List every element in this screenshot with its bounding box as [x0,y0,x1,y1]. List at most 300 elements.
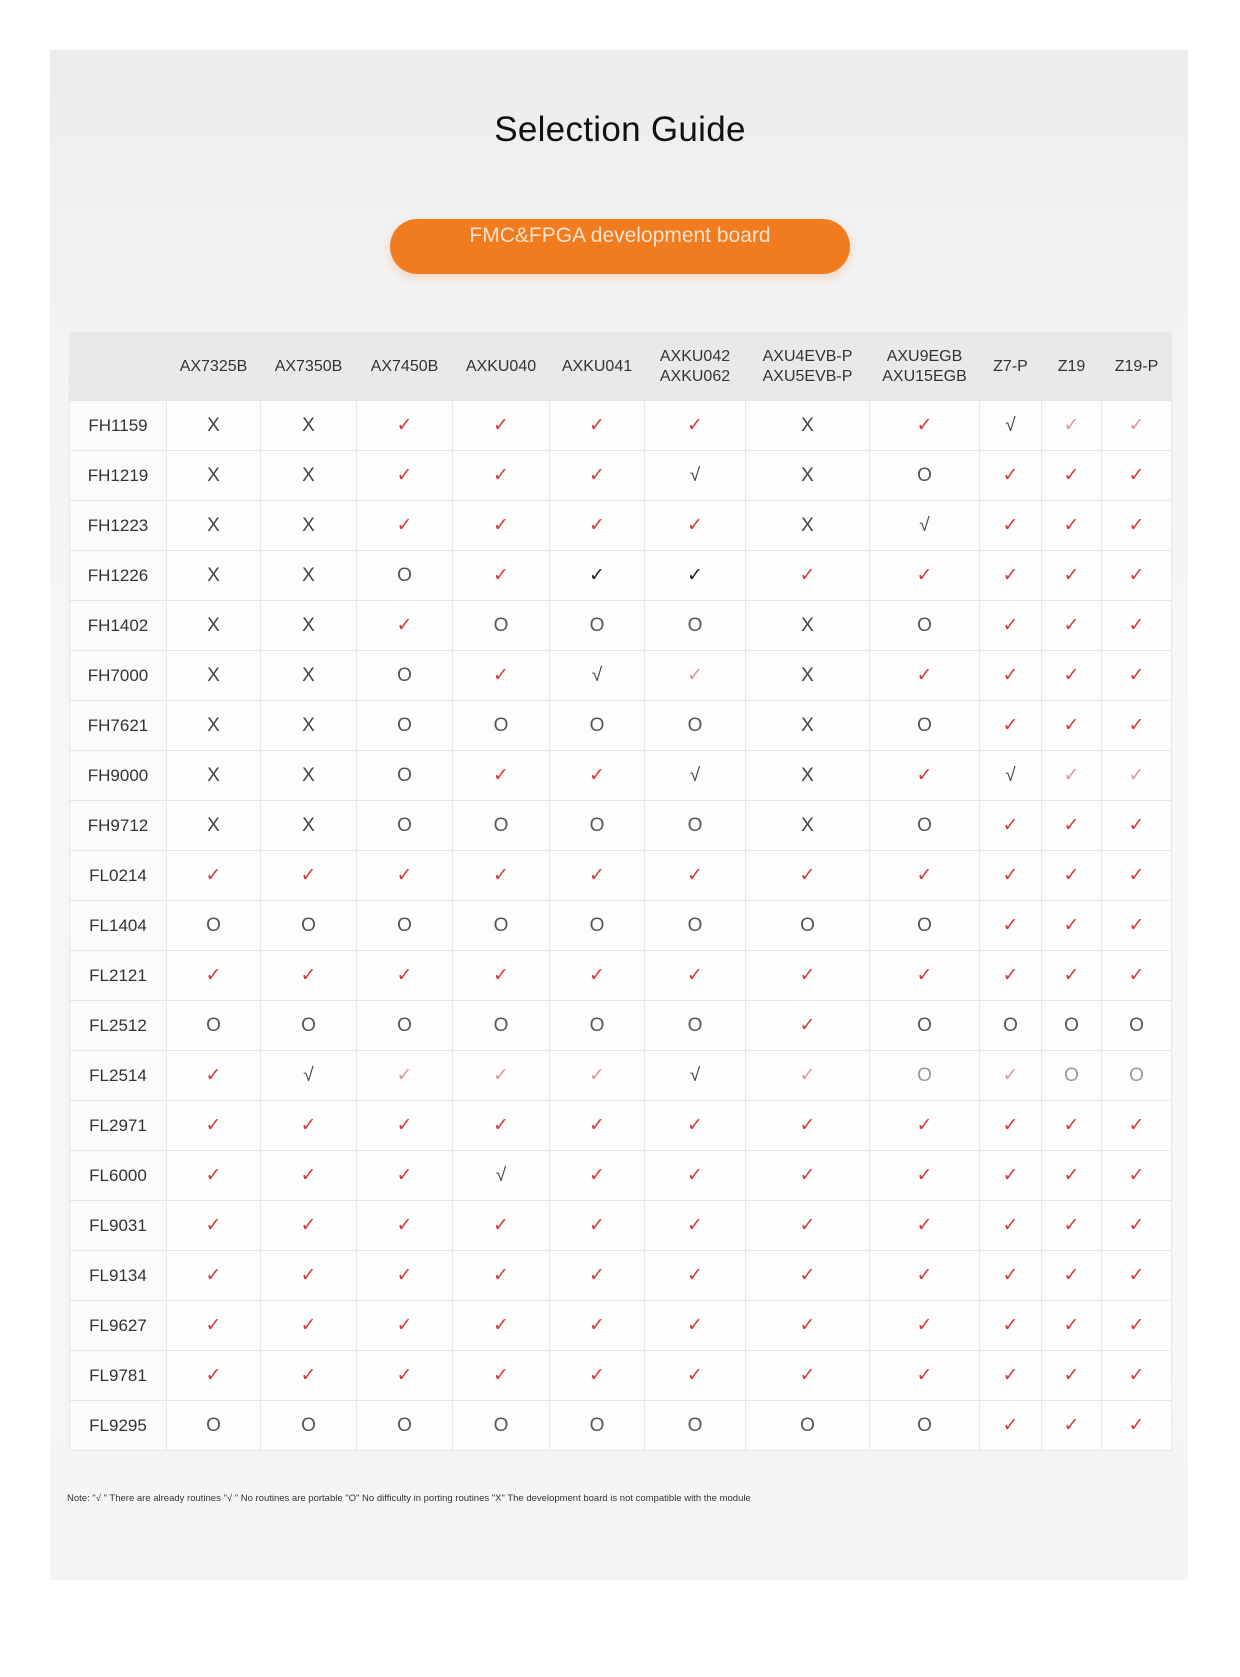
table-cell: ✓ [870,401,980,451]
table-cell: ✓ [645,1251,746,1301]
table-cell: O [1102,1001,1172,1051]
table-cell: ✓ [980,501,1042,551]
table-cell: ✓ [261,1301,357,1351]
table-cell: ✓ [645,651,746,701]
table-cell: ✓ [167,851,261,901]
table-cell: O [357,751,453,801]
row-label: FL0214 [70,851,167,901]
table-cell: ✓ [645,951,746,1001]
table-cell: ✓ [261,1151,357,1201]
table-cell: X [167,401,261,451]
row-label: FL9781 [70,1351,167,1401]
table-row [70,701,1172,751]
table-cell: O [870,701,980,751]
table-cell: X [167,551,261,601]
column-header-line: AXKU041 [561,357,633,375]
table-cell: ✓ [357,1351,453,1401]
table-cell: ✓ [1042,451,1102,501]
column-header-line: Z7-P [993,357,1028,375]
table-cell: √ [980,751,1042,801]
page-title: Selection Guide [494,110,746,149]
column-header-line: AXU15EGB [882,367,967,385]
table-row [70,501,1172,551]
row-label: FH1223 [70,501,167,551]
table-cell: X [167,601,261,651]
table-cell: ✓ [1102,1351,1172,1401]
legend-note: Note: "√ " There are already routines "√ " No routines are portable "O" No difficulty in porting routines "X" The development board is not compatible with the module [67,1493,751,1504]
table-cell: ✓ [1102,1251,1172,1301]
row-label: FL2121 [70,951,167,1001]
table-cell: ✓ [1042,701,1102,751]
table-cell: ✓ [261,851,357,901]
row-label: FH9000 [70,751,167,801]
column-header [550,333,645,401]
table-cell: O [645,1401,746,1451]
table-cell: O [550,1401,645,1451]
table-row [70,651,1172,701]
table-row [70,451,1172,501]
table-cell: ✓ [645,1351,746,1401]
table-cell: O [550,801,645,851]
table-cell: √ [980,401,1042,451]
table-cell: ✓ [746,851,870,901]
table-cell: ✓ [1042,1401,1102,1451]
table-cell: ✓ [1102,401,1172,451]
table-cell: ✓ [645,1151,746,1201]
table-cell: O [870,1401,980,1451]
table-cell: O [357,801,453,851]
table-cell: ✓ [357,1201,453,1251]
table-row [70,1101,1172,1151]
column-header [1102,333,1172,401]
table-cell: ✓ [980,1301,1042,1351]
column-header-line: AXKU062 [659,367,731,385]
table-cell: ✓ [550,1251,645,1301]
table-cell: ✓ [746,1301,870,1351]
column-header [1042,333,1102,401]
table-cell: ✓ [1102,501,1172,551]
table-cell: O [870,801,980,851]
table-cell: ✓ [453,501,550,551]
table-cell: ✓ [261,1101,357,1151]
column-header-line: AXKU042 [659,347,731,365]
table-cell: ✓ [550,551,645,601]
table-cell: X [261,651,357,701]
row-label: FL9031 [70,1201,167,1251]
table-cell: O [453,801,550,851]
table-cell: O [645,1001,746,1051]
table-cell: O [746,1401,870,1451]
table-cell: X [746,801,870,851]
table-cell: O [357,651,453,701]
table-cell: ✓ [645,1101,746,1151]
row-label: FL2514 [70,1051,167,1101]
table-cell: O [167,1401,261,1451]
table-cell: ✓ [1102,1301,1172,1351]
table-cell: ✓ [357,501,453,551]
table-cell: ✓ [167,1051,261,1101]
row-label: FH1402 [70,601,167,651]
table-cell: ✓ [550,1051,645,1101]
table-cell: X [261,701,357,751]
table-cell: O [453,901,550,951]
table-row [70,1151,1172,1201]
table-cell: X [167,701,261,751]
table-cell: O [453,1401,550,1451]
column-header-line: Z19-P [1114,357,1159,375]
table-cell: ✓ [980,551,1042,601]
table-cell: X [746,651,870,701]
table-cell: ✓ [167,1301,261,1351]
table-cell: X [746,401,870,451]
table-cell: O [870,601,980,651]
table-cell: O [167,901,261,951]
table-cell: ✓ [357,951,453,1001]
table-cell: ✓ [980,701,1042,751]
table-cell: √ [550,651,645,701]
table-cell: ✓ [746,1201,870,1251]
table-cell: √ [645,451,746,501]
table-cell: ✓ [1042,751,1102,801]
column-header [453,333,550,401]
table-cell: ✓ [1042,851,1102,901]
table-cell: ✓ [1042,1101,1102,1151]
table-cell: ✓ [1102,451,1172,501]
table-cell: ✓ [870,551,980,601]
table-cell: ✓ [357,851,453,901]
table-cell: O [980,1001,1042,1051]
row-label: FH7621 [70,701,167,751]
table-cell: ✓ [645,551,746,601]
table-cell: ✓ [1042,901,1102,951]
category-badge [390,219,850,274]
column-header-line: AX7450B [370,357,439,375]
table-cell: O [1042,1051,1102,1101]
table-cell: ✓ [1042,401,1102,451]
table-cell: O [746,901,870,951]
table-cell: ✓ [980,1051,1042,1101]
table-cell: O [870,901,980,951]
table-cell: O [261,901,357,951]
table-cell: ✓ [980,1101,1042,1151]
table-cell: ✓ [645,1201,746,1251]
table-cell: ✓ [1042,1201,1102,1251]
table-cell: ✓ [550,851,645,901]
table-cell: O [645,701,746,751]
column-header [980,333,1042,401]
table-cell: O [1042,1001,1102,1051]
table-cell: √ [453,1151,550,1201]
table-cell: ✓ [870,1101,980,1151]
table-cell: ✓ [1042,1151,1102,1201]
table-cell: ✓ [1042,501,1102,551]
table-cell: O [550,1001,645,1051]
table-row [70,951,1172,1001]
table-cell: O [645,801,746,851]
table-cell: ✓ [453,951,550,1001]
table-cell: ✓ [1042,1251,1102,1301]
table-cell: ✓ [1042,601,1102,651]
table-cell: ✓ [550,951,645,1001]
table-cell: ✓ [1102,851,1172,901]
table-cell: ✓ [870,951,980,1001]
table-cell: O [550,901,645,951]
table-cell: ✓ [1102,1401,1172,1451]
table-cell: ✓ [357,401,453,451]
table-cell: O [550,701,645,751]
table-row [70,1351,1172,1401]
category-badge-label: FMC&FPGA development board [469,224,771,247]
table-cell: O [357,701,453,751]
table-cell: ✓ [980,601,1042,651]
table-cell: ✓ [1102,801,1172,851]
table-cell: ✓ [1042,551,1102,601]
table-cell: ✓ [1102,751,1172,801]
table-cell: X [261,601,357,651]
table-cell: ✓ [980,1251,1042,1301]
table-cell: ✓ [550,751,645,801]
row-label: FL2971 [70,1101,167,1151]
table-cell: ✓ [550,501,645,551]
table-cell: ✓ [453,751,550,801]
table-row [70,801,1172,851]
selection-table [69,332,1172,1451]
table-cell: ✓ [1042,651,1102,701]
table-cell: √ [645,751,746,801]
table-cell: ✓ [1102,651,1172,701]
table-cell: O [645,601,746,651]
row-label: FL1404 [70,901,167,951]
table-cell: ✓ [453,1351,550,1401]
table-cell: O [453,701,550,751]
table-cell: ✓ [980,901,1042,951]
table-cell: X [167,801,261,851]
table-cell: O [453,1001,550,1051]
table-cell: X [167,451,261,501]
column-header [261,333,357,401]
table-cell: ✓ [645,501,746,551]
row-label: FL9295 [70,1401,167,1451]
row-label: FH7000 [70,651,167,701]
table-cell: ✓ [167,1101,261,1151]
table-row [70,1301,1172,1351]
table-cell: O [261,1401,357,1451]
table-cell: ✓ [453,1051,550,1101]
table-cell: ✓ [645,851,746,901]
table-cell: ✓ [980,851,1042,901]
table-cell: ✓ [980,801,1042,851]
table-row [70,551,1172,601]
table-cell: ✓ [357,1301,453,1351]
table-cell: ✓ [453,451,550,501]
table-cell: ✓ [1042,1351,1102,1401]
table-cell: ✓ [746,1051,870,1101]
table-cell: ✓ [357,1251,453,1301]
table-row [70,401,1172,451]
row-label: FH1219 [70,451,167,501]
table-cell: ✓ [980,451,1042,501]
table-cell: O [261,1001,357,1051]
table-row [70,1401,1172,1451]
column-header [645,333,746,401]
column-header-line: AX7325B [179,357,248,375]
table-cell: ✓ [870,1151,980,1201]
table-cell: ✓ [167,1351,261,1401]
table-cell: O [167,1001,261,1051]
table-cell: ✓ [357,601,453,651]
table-cell: X [261,801,357,851]
table-cell: O [870,1001,980,1051]
table-cell: O [1102,1051,1172,1101]
table-cell: ✓ [645,1301,746,1351]
table-cell: ✓ [550,401,645,451]
table-cell: ✓ [550,1101,645,1151]
table-cell: O [357,1401,453,1451]
table-cell: O [357,551,453,601]
column-header [870,333,980,401]
row-label: FL9134 [70,1251,167,1301]
column-header-line: AX7350B [274,357,343,375]
table-cell: X [167,501,261,551]
table-row [70,901,1172,951]
row-label: FL9627 [70,1301,167,1351]
table-cell: X [261,551,357,601]
table-cell: O [870,451,980,501]
column-header-line: AXKU040 [465,357,537,375]
table-cell: ✓ [357,1151,453,1201]
table-cell: X [167,651,261,701]
table-cell: ✓ [1102,1201,1172,1251]
row-label: FH1159 [70,401,167,451]
table-cell: X [261,751,357,801]
table-cell: ✓ [453,651,550,701]
table-cell: ✓ [453,1301,550,1351]
table-cell: ✓ [453,1251,550,1301]
table-cell: X [261,501,357,551]
header-corner [70,333,167,401]
table-cell: ✓ [980,1151,1042,1201]
table-cell: ✓ [167,1201,261,1251]
row-label: FL6000 [70,1151,167,1201]
table-cell: ✓ [167,951,261,1001]
table-cell: ✓ [550,1301,645,1351]
table-cell: O [357,1001,453,1051]
table-cell: ✓ [746,1001,870,1051]
column-header-line: AXU5EVB-P [762,367,853,385]
table-cell: ✓ [1042,801,1102,851]
table-cell: X [746,751,870,801]
table-row [70,1001,1172,1051]
table-cell: X [167,751,261,801]
column-header [167,333,261,401]
table-cell: ✓ [980,651,1042,701]
table-cell: X [746,451,870,501]
table-cell: X [261,451,357,501]
column-header-line: AXU4EVB-P [762,347,853,365]
column-header-line: AXU9EGB [886,347,963,365]
table-cell: ✓ [1102,601,1172,651]
row-label: FH9712 [70,801,167,851]
table-cell: ✓ [550,1201,645,1251]
table-cell: ✓ [550,1351,645,1401]
table-cell: O [870,1051,980,1101]
row-label: FH1226 [70,551,167,601]
table-cell: ✓ [980,1401,1042,1451]
table-cell: X [261,401,357,451]
column-header [357,333,453,401]
table-cell: ✓ [357,1101,453,1151]
table-row [70,1251,1172,1301]
table-cell: ✓ [453,1101,550,1151]
table-cell: √ [261,1051,357,1101]
table-cell: ✓ [550,451,645,501]
table-cell: ✓ [1102,1101,1172,1151]
table-cell: ✓ [167,1151,261,1201]
table-row [70,1051,1172,1101]
table-cell: ✓ [261,1251,357,1301]
table-row [70,751,1172,801]
table-cell: ✓ [357,1051,453,1101]
table-cell: ✓ [746,1351,870,1401]
row-label: FL2512 [70,1001,167,1051]
table-row [70,1201,1172,1251]
table-cell: ✓ [1102,951,1172,1001]
table-cell: ✓ [645,401,746,451]
table-cell: ✓ [1042,1301,1102,1351]
table-cell: ✓ [980,951,1042,1001]
table-row [70,601,1172,651]
table-cell: ✓ [870,1351,980,1401]
table-cell: X [746,601,870,651]
table-cell: ✓ [1102,901,1172,951]
table-cell: ✓ [870,851,980,901]
table-cell: ✓ [980,1351,1042,1401]
table-cell: ✓ [746,1101,870,1151]
table-cell: ✓ [453,401,550,451]
table-cell: ✓ [746,1251,870,1301]
table-cell: ✓ [357,451,453,501]
table-cell: ✓ [453,851,550,901]
table-cell: ✓ [550,1151,645,1201]
table-cell: ✓ [1102,701,1172,751]
table-cell: ✓ [1102,551,1172,601]
table-cell: ✓ [870,1301,980,1351]
column-header [746,333,870,401]
table-row [70,851,1172,901]
table-cell: ✓ [261,1351,357,1401]
table-cell: X [746,701,870,751]
table-cell: ✓ [1102,1151,1172,1201]
table-cell: O [645,901,746,951]
table-cell: ✓ [746,951,870,1001]
table-cell: O [357,901,453,951]
table-cell: ✓ [980,1201,1042,1251]
table-cell: ✓ [167,1251,261,1301]
column-header-line: Z19 [1057,357,1086,375]
table-cell: ✓ [1042,951,1102,1001]
table-cell: ✓ [870,651,980,701]
table-cell: ✓ [453,1201,550,1251]
table-cell: ✓ [870,1251,980,1301]
table-cell: ✓ [870,1201,980,1251]
table-cell: ✓ [746,551,870,601]
table-cell: O [453,601,550,651]
table-cell: ✓ [746,1151,870,1201]
table-cell: ✓ [453,551,550,601]
table-header-row [70,333,1172,401]
table-cell: ✓ [261,1201,357,1251]
table-cell: √ [645,1051,746,1101]
